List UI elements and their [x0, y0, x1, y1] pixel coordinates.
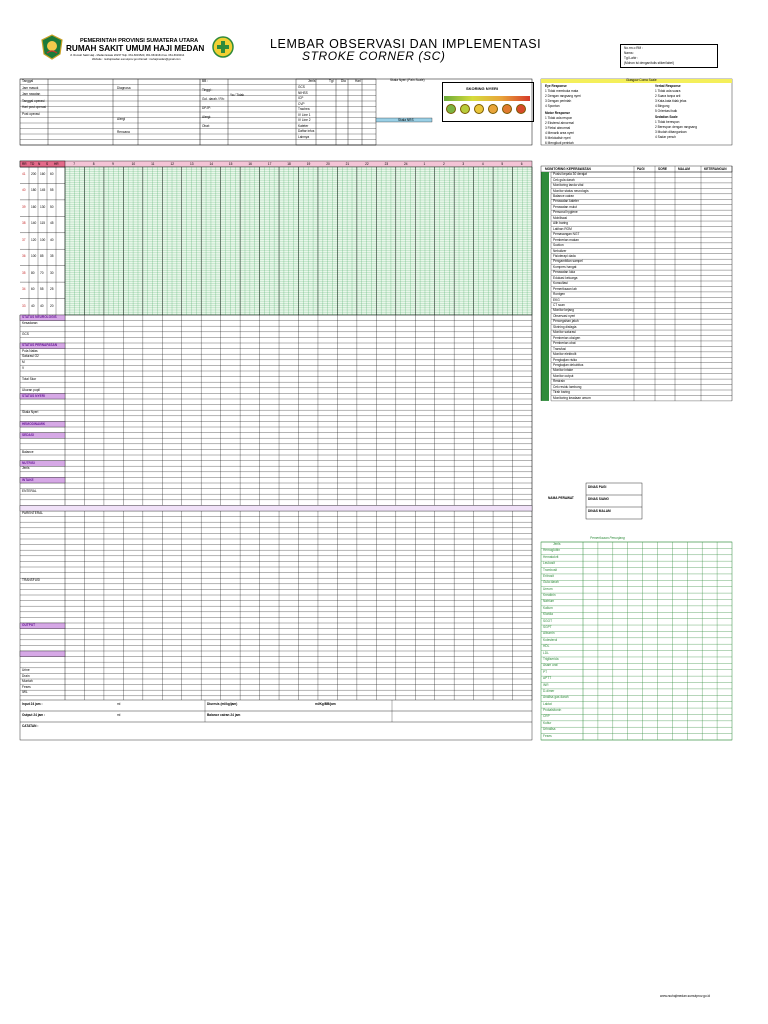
- monitoring-item: Pengkajian risiko: [553, 357, 578, 362]
- nurse-shift-label: DINAS MALAM: [588, 509, 611, 513]
- temp-label: 39: [22, 204, 26, 209]
- device-row-label: CVP: [298, 101, 305, 106]
- eye-item: 4 Spontan: [545, 104, 560, 108]
- temp-label: 40: [22, 188, 26, 193]
- temp-label: 33: [22, 303, 26, 308]
- lab-row-label: SGPT: [543, 625, 552, 630]
- hour-label: 18: [287, 161, 291, 166]
- device-col-header: Dia: [341, 79, 346, 83]
- ml-unit: ml: [117, 702, 121, 706]
- monitoring-item: Pemeriksaan lab: [553, 286, 577, 291]
- monitoring-item: Monitor saturasi: [553, 330, 576, 335]
- lab-row-label: Hematokrit: [543, 554, 559, 559]
- hour-label: 8: [92, 161, 95, 166]
- monitoring-item: Balance cairan: [553, 194, 575, 198]
- temp-label: 38: [22, 221, 26, 226]
- motor-title: Motor Response: [545, 111, 570, 115]
- hour-label: 16: [248, 161, 252, 166]
- eye-item: 1 Tidak membuka mata: [545, 89, 579, 93]
- diagnosa-label: Diagnosa: [117, 86, 131, 90]
- td-label: 100: [40, 237, 46, 242]
- lab-row-label: Klorida: [543, 612, 553, 617]
- hospital-contact: Website : rsuhajimedan.sumutprov.go.id Email : rsuhajimedan@gmail.com: [92, 58, 181, 61]
- info-mid-row: Alergi:: [202, 115, 212, 119]
- hour-label: 9: [112, 161, 114, 166]
- monitoring-title: MONITORING KEPERAWATAN: [545, 166, 591, 171]
- hour-label: 3: [462, 161, 465, 166]
- eye-item: 2 Dengan rangsang nyeri: [545, 94, 581, 98]
- info-mid-row: BB :: [202, 79, 209, 83]
- lab-row-label: Gula darah: [543, 580, 559, 585]
- hr-label: 60: [31, 287, 35, 292]
- section-label: NUTRISI: [22, 460, 35, 465]
- lab-row-label: Trigliserida: [543, 656, 559, 661]
- monitoring-item: Alih baring: [553, 221, 569, 226]
- monitoring-item: Monitor elektrolit: [553, 352, 577, 357]
- monitoring-item: Pengambilan sampel: [553, 259, 583, 264]
- lab-row-label: D-dimer: [543, 688, 555, 693]
- patient-note: (Mohon isi dengan/tulis stiker/label): [624, 61, 674, 65]
- info-left-row: Tanggal operasi: [22, 98, 45, 103]
- device-row-label: GCS: [298, 85, 305, 89]
- section-label: Kesadaran: [22, 320, 38, 325]
- device-col-header: Hari: [355, 79, 361, 83]
- ya-tidak: Ya / Tidak: [230, 93, 244, 97]
- hour-label: 2: [442, 161, 445, 166]
- temp-label: 37: [22, 237, 26, 242]
- lab-row-label: Trombosit: [543, 567, 558, 572]
- lab-row-label: Natrium: [543, 599, 555, 604]
- hr-label: 100: [31, 254, 37, 259]
- info-mid-row: Obat:: [202, 124, 210, 128]
- lab-row-label: INR: [543, 682, 549, 687]
- nurse-shift-label: DINAS PAGI: [588, 485, 607, 489]
- skoring-nyeri: SKORING NYERI: [466, 86, 499, 91]
- monitoring-item: Monitor status neurologis: [553, 188, 589, 193]
- pain-face-icon: [488, 104, 498, 114]
- section-label: Saturasi O2: [22, 354, 39, 359]
- hour-label: 21: [345, 161, 350, 166]
- catatan-label: CATATAN :: [22, 724, 39, 728]
- lab-row-label: SGOT: [543, 618, 553, 623]
- hospital-name: RUMAH SAKIT UMUM HAJI MEDAN: [66, 44, 205, 53]
- section-label: TRANSFUSI: [22, 578, 41, 583]
- monitoring-item: Perawatan luka: [553, 270, 575, 275]
- lab-row-label: Hemoglobin: [543, 548, 561, 553]
- hour-label: 13: [189, 161, 194, 166]
- hour-label: 1: [423, 161, 426, 166]
- monitoring-item: Fisioterapi dada: [553, 253, 576, 258]
- rr-label: 60: [50, 172, 54, 176]
- hour-label: 22: [365, 161, 369, 166]
- mlkg-unit: ml/Kg/BB/jam: [315, 702, 336, 706]
- section-label: INTAKE: [22, 477, 34, 482]
- device-row-label: Kateter: [298, 123, 309, 128]
- hour-label: 5: [501, 161, 504, 166]
- td-label: 70: [40, 270, 44, 275]
- verbal-item: 5 Orientasi baik: [655, 109, 678, 113]
- page-subtitle: STROKE CORNER (SC): [302, 49, 446, 63]
- info-mid-row: Tinggi :: [202, 88, 213, 92]
- temp-label: 41: [22, 172, 26, 176]
- monitoring-item: Suction: [553, 243, 564, 248]
- monitoring-item: Monitor output: [553, 373, 574, 378]
- lab-row-label: PT: [543, 669, 548, 674]
- device-col-header: Tgl: [329, 79, 334, 83]
- section-label: Urine: [22, 668, 30, 672]
- vital-col-label: RR: [22, 161, 27, 166]
- pain-scale-bar: [444, 96, 530, 101]
- gcs-title: Glasgow Coma Scale: [626, 78, 657, 82]
- monitoring-item: Pemasangan NGT: [553, 232, 580, 237]
- rr-label: 30: [50, 270, 54, 275]
- hour-label: 10: [131, 161, 136, 166]
- rr-label: 35: [50, 254, 54, 259]
- lab-row-label: Eritrosit: [543, 573, 554, 578]
- output-24h-label: Output 24 jam :: [22, 713, 46, 717]
- hour-label: 23: [384, 161, 389, 166]
- rr-label: 20: [50, 303, 54, 308]
- section-label: V: [22, 365, 25, 370]
- lab-row-label: Laktat: [543, 701, 552, 706]
- pain-face-icon: [446, 104, 456, 114]
- vital-col-label: TD: [30, 161, 35, 166]
- monitoring-item: Kompres hangat: [553, 264, 577, 269]
- footer-url: www.rsuhajimedan.sumutprov.go.id: [660, 994, 711, 998]
- monitoring-item: Pemberian obat: [553, 341, 576, 346]
- monitoring-item: Cek residu lambung: [553, 384, 582, 389]
- monitoring-item: Restrain: [553, 379, 565, 384]
- hour-label: 11: [151, 161, 155, 166]
- temp-label: 35: [22, 270, 26, 275]
- info-left-row: Post operasi: [22, 111, 40, 116]
- monitoring-item: CT scan: [553, 303, 565, 307]
- monitoring-item: Pengkajian dekubitus: [553, 362, 584, 367]
- lab-row-label: LDL: [543, 650, 549, 655]
- monitoring-item: Monitor kejang: [553, 308, 574, 313]
- sedasi-item: 1 Tidak berespon: [655, 120, 680, 124]
- device-row-label: NIHSS: [298, 90, 308, 95]
- lab-row-label: Kalium: [543, 605, 553, 610]
- motor-item: 1 Tidak ada respon: [545, 116, 573, 120]
- section-label: GCS: [22, 332, 29, 336]
- monitoring-item: Personal hygiene: [553, 210, 578, 215]
- verbal-item: 4 Bingung: [655, 104, 670, 108]
- sedasi-item: 2 Berespon dengan rangsang: [655, 125, 698, 129]
- section-label: STATUS PERNAFASAN: [22, 343, 58, 348]
- section-label: M: [22, 360, 25, 364]
- section-label: Feses: [22, 684, 31, 689]
- motor-item: 3 Fleksi abnormal: [545, 126, 571, 130]
- hour-label: 19: [306, 161, 311, 166]
- section-label: Muntah: [22, 679, 33, 684]
- info-left-row: Jam masuk: [22, 85, 39, 90]
- lab-row-label: Kultur: [543, 720, 552, 725]
- monitoring-item: Observasi nyeri: [553, 313, 576, 318]
- pain-face-icon: [474, 104, 484, 114]
- td-label: 55: [40, 287, 44, 292]
- td-label: 85: [40, 254, 44, 259]
- section-label: Pola Nafas: [22, 348, 38, 353]
- verbal-item: 1 Tidak ada suara: [655, 89, 681, 93]
- section-label: Balance: [22, 449, 34, 454]
- hour-label: 4: [481, 161, 484, 166]
- monitoring-item: Nebulizer: [553, 248, 567, 253]
- motor-item: 5 Melokalisir nyeri: [545, 136, 571, 140]
- shift-header: PAGI: [637, 166, 645, 171]
- nurse-name-label: NAMA PERAWAT: [548, 496, 574, 500]
- hr-label: 160: [31, 204, 37, 209]
- monitoring-item: Skrining disfagia: [553, 324, 577, 329]
- gov-name: PEMERINTAH PROVINSI SUMATERA UTARA: [80, 38, 199, 44]
- lab-row-label: Kolesterol: [543, 637, 558, 642]
- shift-header: KETERANGAN: [704, 166, 727, 171]
- pain-face-icon: [502, 104, 512, 114]
- device-row-label: IV Line 1: [298, 112, 311, 117]
- motor-item: 4 Menarik area nyeri: [545, 131, 575, 135]
- monitoring-item: Latihan ROM: [553, 226, 572, 231]
- monitoring-item: Pemberian makan: [553, 237, 579, 242]
- input-24h-label: Input 24 jam :: [22, 702, 43, 706]
- hr-label: 140: [31, 221, 37, 226]
- hospital-address: Jl. Rumah Sakit Haji - Medan Estate 20237 Telp. 061-6619520, 061-6619161 Fax. 061-6619014: [70, 54, 185, 57]
- hr-label: 120: [31, 237, 37, 242]
- sedasi-item: 3 Mudah dibangunkan: [655, 130, 687, 134]
- pain-face-icon: [460, 104, 470, 114]
- motor-item: 6 Mengikuti perintah: [545, 141, 574, 145]
- lab-row-label: CRP: [543, 714, 550, 719]
- section-label: PARENTERAL: [22, 511, 44, 516]
- ml-unit: ml: [117, 713, 121, 717]
- monitoring-item: Monitoring keadaan umum: [553, 395, 591, 400]
- info-left-row: Jam rawatan: [22, 92, 41, 96]
- section-label: STATUS NEUROLOGIS: [22, 315, 57, 320]
- shift-header: MALAM: [678, 166, 690, 171]
- diuresis-label: Diuresis (ml/kg/jam): [207, 702, 238, 706]
- monitoring-item: Cek gula darah: [553, 177, 575, 182]
- monitoring-item: Konsultasi: [553, 281, 568, 286]
- lab-row-label: Urinalisa: [543, 727, 556, 732]
- eye-item: 3 Dengan perintah: [545, 99, 572, 103]
- section-label: Total Skor: [22, 376, 37, 381]
- alergi-label: Alergi: [117, 117, 126, 121]
- section-label: Ukuran pupil: [22, 388, 40, 392]
- section-label: STATUS NYERI: [22, 393, 45, 398]
- monitoring-item: Rontgen: [553, 292, 566, 297]
- section-label: OUTPUT: [22, 623, 36, 628]
- sedasi-item: 4 Sadar penuh: [655, 135, 676, 139]
- monitoring-item: Perawatan mulut: [553, 204, 577, 209]
- hr-label: 200: [31, 172, 37, 176]
- td-label: 130: [40, 204, 46, 209]
- lab-row-label: Prokalsitonin: [543, 708, 562, 713]
- sedasi-title: Sedation Scale: [655, 115, 678, 119]
- lab-row-label: Albumin: [543, 631, 555, 636]
- td-label: 115: [40, 221, 46, 226]
- hour-label: 7: [73, 161, 75, 166]
- section-label: SEDASI: [22, 432, 34, 437]
- monitoring-item: Perawatan kateter: [553, 199, 579, 204]
- lab-row-label: HDL: [543, 644, 550, 649]
- vital-col-label: S: [46, 161, 49, 166]
- verbal-item: 2 Suara tanpa arti: [655, 94, 681, 98]
- section-label: IWL: [22, 690, 28, 695]
- td-label: 40: [40, 303, 44, 308]
- nrs-label: Skala NRS: [398, 118, 414, 122]
- rr-label: 45: [50, 221, 54, 226]
- rr-label: 40: [50, 237, 54, 242]
- balance-label: Balance cairan 24 jam: [207, 713, 241, 717]
- motor-item: 2 Ekstensi abnormal: [545, 121, 574, 125]
- monitoring-item: EKG: [553, 297, 560, 302]
- patient-dob: Tgl Lahir :: [624, 56, 639, 60]
- lab-row-label: Asam urat: [543, 663, 558, 668]
- verbal-item: 3 Kata-kata tidak jelas: [655, 99, 687, 103]
- lab-row-label: Feses: [543, 733, 552, 738]
- device-row-label: Lainnya: [298, 134, 310, 139]
- hr-label: 80: [31, 270, 35, 275]
- monitoring-item: Tirah baring: [553, 390, 570, 395]
- shift-header: SORE: [658, 166, 668, 171]
- hour-label: 12: [170, 161, 175, 166]
- nurse-shift-label: DINAS SIANG: [588, 497, 609, 501]
- device-row-label: IV Line 2: [298, 118, 311, 122]
- section-label: Jenis: [22, 466, 30, 471]
- rr-label: 25: [50, 287, 54, 292]
- verbal-title: Verbal Response: [655, 84, 681, 88]
- info-left-row: Hari post operasi: [22, 105, 47, 109]
- section-label: Drain: [22, 673, 30, 678]
- section-label: Skala Nyeri: [22, 410, 39, 415]
- section-label: ENTERAL: [22, 488, 37, 493]
- lab-row-label: Ureum: [543, 586, 553, 591]
- pain-face-icon: [516, 104, 526, 114]
- page-title: LEMBAR OBSERVASI DAN IMPLEMENTASI: [270, 37, 542, 51]
- rencana-label: Rencana: [117, 130, 130, 134]
- eye-title: Eye Response: [545, 84, 567, 88]
- monitoring-item: Edukasi keluarga: [553, 275, 578, 280]
- td-label: 145: [40, 188, 46, 193]
- monitoring-item: Posisi kepala 30 derajat: [553, 172, 587, 177]
- hour-label: 24: [404, 161, 408, 166]
- vital-col-label: N: [38, 161, 41, 166]
- hr-label: 40: [31, 303, 35, 308]
- lab-row-label: APTT: [543, 676, 552, 681]
- hr-label: 180: [31, 188, 37, 193]
- device-row-label: Daftar infus: [298, 129, 315, 133]
- pain-title: Skala Nyeri (Pain Scale): [390, 78, 425, 82]
- monitoring-item: Pemberian oksigen: [553, 335, 581, 340]
- hour-label: 15: [228, 161, 233, 166]
- lab-row-label: Leukosit: [543, 561, 555, 566]
- patient-rm: No.rm.o RM :: [624, 46, 643, 50]
- hour-label: 6: [520, 161, 523, 166]
- lab-row-label: Analisa gas darah: [543, 695, 569, 700]
- section-label: HEMODINAMIK: [22, 421, 46, 426]
- device-row-label: ICP: [298, 96, 304, 100]
- patient-name: Nama :: [624, 51, 635, 55]
- td-label: 160: [40, 172, 46, 176]
- hour-label: 14: [209, 161, 213, 166]
- info-mid-row: Gol. darah / Rh:: [202, 97, 225, 101]
- monitoring-item: Monitor intake: [553, 368, 574, 373]
- monitoring-item: Pencegahan jatuh: [553, 319, 579, 324]
- info-mid-row: DPJP:: [202, 106, 212, 110]
- lab-row-label: Kreatinin: [543, 593, 556, 598]
- monitoring-item: Monitoring tanda vital: [553, 183, 584, 188]
- rr-label: 50: [50, 204, 54, 209]
- vital-col-label: HR: [54, 161, 59, 166]
- info-left-row: Tanggal: [22, 79, 34, 83]
- device-col-header: Jenis: [308, 79, 316, 83]
- monitoring-item: Mobilisasi: [553, 215, 567, 220]
- temp-label: 34: [22, 287, 26, 292]
- lab-grid-title: Pemeriksaan Penunjang: [590, 536, 625, 540]
- rr-label: 55: [50, 188, 54, 193]
- hour-label: 20: [326, 161, 330, 166]
- lab-grid-header: Jenis: [553, 541, 561, 546]
- device-row-label: Trachea: [298, 107, 310, 111]
- temp-label: 36: [22, 254, 26, 259]
- hour-label: 17: [267, 161, 272, 166]
- monitoring-item: Transfusi: [553, 346, 566, 351]
